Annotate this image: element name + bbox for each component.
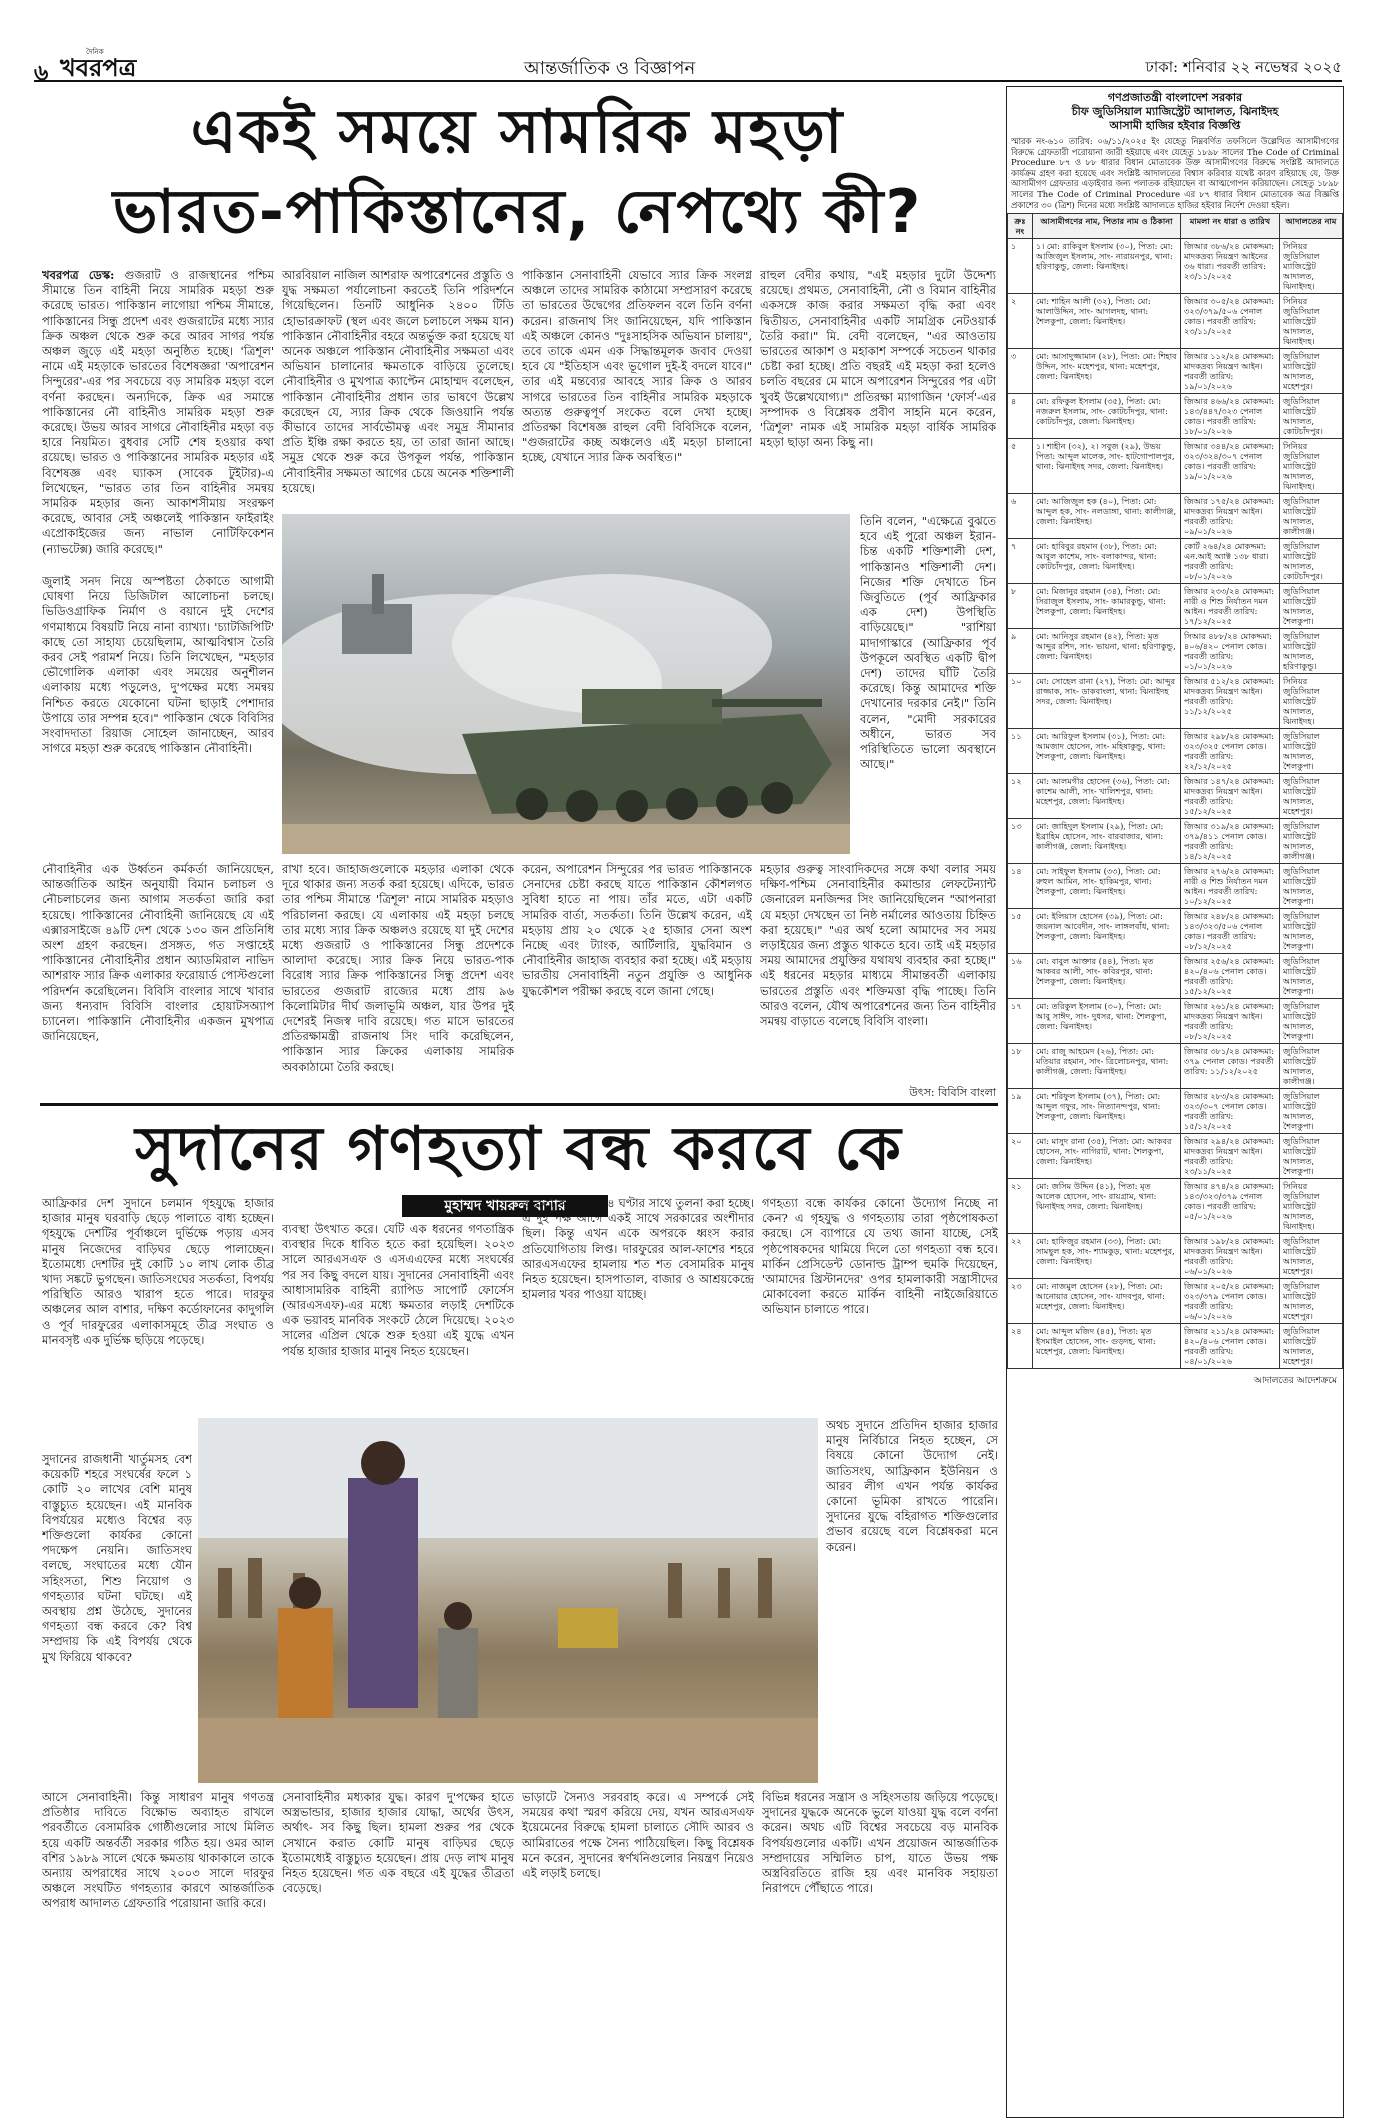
row-accused: মো: হাফিজুর রহমান (৩৩), পিতা: মো: সামছুল হক, সাং- শ্যামকুড়, থানা: মহেশপুর, জেলা: ঝিনাইদহ। [1033,1234,1181,1279]
row-court: সিনিয়র জুডিসিয়াল ম্যাজিস্ট্রেট আদালত, ঝিনাইদহ। [1280,239,1343,294]
notice-intro: স্মারক নং-৬১০ তারিখ: ০৬/১১/২০২৫ ইং যেহেতু নিম্নবর্ণিত তফসিলে উল্লেখিত আসামীগণের বিরুদ্ধে গ্রেফতারী পরোয়ানা জারী হইয়াছে এবং যেহেতু ১৮৯৮ সালের The Code of Criminal Procedure ৮৭ ও ৮৮ ধারার বিধান মোতাবেক উক্ত আসামীগণের বিরুদ্ধে সংশ্লিষ্ট আদালতে কার্যক্রম গ্রহণ করা হয়েছে এবং সংশ্লিষ্ট আদালতের বিশ্বাস করিবার যথেষ্ট কারণ রহিয়াছে যে, উক্ত আসামীগণ গ্রেফতার এড়াইবার জন্য পলাতক রহিয়াছেন বা আত্মগোপন করিয়াছেন। সেহেতু ১৮৯৮ সালের The Code of Criminal Procedure এর ৮৭ ধারার বিধান মোতাবেক অত্র বিজ্ঞপ্তি প্রকাশের ৩০ (ত্রিশ) দিনের মধ্যে সংশ্লিষ্ট আদালতে হাজির হইবার নির্দেশ দেওয়া হইল। [1011,136,1339,210]
sudan-refugees-photo [198,1418,818,1783]
article1-headline [40,92,995,252]
row-court: জুডিসিয়াল ম্যাজিস্ট্রেট আদালত, মহেশপুর। [1280,1279,1343,1324]
row-accused: মো: আরিফুল ইসলাম (৩১), পিতা: মো: আমজাদ হোসেন, সাং- মহিষাকুন্ডু, থানা: শৈলকুপা, জেলা: ঝিনাইদহ। [1033,729,1181,774]
row-accused: মো: জাহিদুল ইসলাম (২৯), পিতা: মো: ইব্রাহিম হোসেন, সাং- বারবাজার, থানা: কালীগঞ্জ, জেলা: ঝিনাইদহ। [1033,819,1181,864]
row-accused: মো: আসাদুজ্জামান (২৮), পিতা: মো: শিহাব উদ্দিন, সাং- মহেশপুর, থানা: মহেশপুর, জেলা: ঝিনাইদহ। [1033,349,1181,394]
row-case: কোর্ট ২৬৪/২৪ মোকদ্দমা: এন.আই অ্যাক্ট ১৩৮ ধারা। পরবর্তী তারিখ: ০৮/০১/২০২৬ [1181,539,1280,584]
row-accused: মো: তরিকুল ইসলাম (৩০), পিতা: মো: আবু সাঈদ, সাং- দুধসর, থানা: শৈলকুপা, জেলা: ঝিনাইদহ। [1033,999,1181,1044]
row-case: জিআর ৩১৯/২৪ মোকদ্দমা: ৩৭৯/৪১১ পেনাল কোড। পরবর্তী তারিখ: ১৪/১২/২০২৫ [1181,819,1280,864]
table-row [1008,999,1343,1044]
row-serial: ১৮ [1008,1044,1033,1089]
headline-line2: ভারত-পাকিস্তানের, নেপথ্যে কী? [112,177,923,247]
logo [60,50,136,90]
row-serial: ১৭ [1008,999,1033,1044]
row-accused: মো: আজিজুল হক (৪০), পিতা: মো: আব্দুল হক, সাং- নলডাঙ্গা, থানা: কালীগঞ্জ, জেলা: ঝিনাইদহ। [1033,494,1181,539]
row-court: জুডিসিয়াল ম্যাজিস্ট্রেট আদালত, মহেশপুর। [1280,1234,1343,1279]
article1-col4a: রাহুল বেদীর কথায়, "এই মহড়ার দুটো উদ্দেশ্য রয়েছে। প্রথমত, সেনাবাহিনী, নৌ ও বিমান বাহিনীর একসঙ্গে কাজ করার সক্ষমতা বৃদ্ধি করা এবং দ্বিতীয়ত, সেনাবাহিনীর একটি সামগ্রিক নেটওয়ার্ক তৈরি করা।" মি. বেদী বলেছেন, "এর আওতায় ভারতের আকাশ ও মহাকাশ সম্পর্কে সচেতন থাকার চেষ্টা করা হচ্ছে। প্রতি বছরই এই মহড়া করা হলেও চলতি বছরের মে মাসে অপারেশন সিন্দুরের পর এটা খুবই উল্লেখযোগ্য।" প্রতিরক্ষা ম্যাগাজিন 'ফোর্স'-এর সম্পাদক ও বিশ্লেষক প্রবীণ সাহনি মনে করেন, 'ত্রিশূল' নামক এই সামরিক মহড়া বার্ষিক সামরিক মহড়া ছাড়া অন্য কিছু না। [760,268,996,450]
notice-title-2: চীফ জুডিসিয়াল ম্যাজিস্ট্রেট আদালত, ঝিনাইদহ [1071,105,1279,118]
row-court: জুডিসিয়াল ম্যাজিস্ট্রেট আদালত, কোটচাঁদপুর। [1280,394,1343,439]
notice-header [1007,87,1343,133]
row-court: জুডিসিয়াল ম্যাজিস্ট্রেট আদালত, শৈলকুপা। [1280,864,1343,909]
row-case: জিআর ৫১২/২৪ মোকদ্দমা: মাদকদ্রব্য নিয়ন্ত্রণ আইন। পরবর্তী তারিখ: ১১/১২/২০২৫ [1181,674,1280,729]
row-accused: মো: রফিকুল ইসলাম (৩৫), পিতা: মো: নজরুল ইসলাম, সাং- কোটচাঁদপুর, থানা: কোটচাঁদপুর, জেলা: ঝিনাইদহ। [1033,394,1181,439]
row-case: জিআর ৩৮১/২৪ মোকদ্দমা: ৩৭৯ পেনাল কোড। পরবর্তী তারিখ: ১১/১২/২০২৫ [1181,1044,1280,1089]
row-accused: মো: মিজানুর রহমান (৩৪), পিতা: মো: সিরাজুল ইসলাম, সাং- কামারকুন্ডু, থানা: শৈলকুপা, জেলা: ঝিনাইদহ। [1033,584,1181,629]
row-court: জুডিসিয়াল ম্যাজিস্ট্রেট আদালত, মহেশপুর। [1280,349,1343,394]
row-serial: ১৩ [1008,819,1033,864]
row-case: জিআর ১৯৮/২৪ মোকদ্দমা: মাদকদ্রব্য নিয়ন্ত্রণ আইন। পরবর্তী তারিখ: ০৬/০১/২০২৬ [1181,1234,1280,1279]
logo-small-text: দৈনিক [86,48,104,56]
tank-illustration [282,514,850,854]
row-accused: ১। শাহীন (৩২), ২। সবুজ (২৯), উভয় পিতা: আব্দুল মালেক, সাং- হাটগোপালপুর, থানা: ঝিনাইদহ সদর, জেলা: ঝিনাইদহ। [1033,439,1181,494]
row-court: জুডিসিয়াল ম্যাজিস্ট্রেট আদালত, কালীগঞ্জ। [1280,494,1343,539]
row-serial: ১১ [1008,729,1033,774]
row-court: জুডিসিয়াল ম্যাজিস্ট্রেট আদালত, কালীগঞ্জ। [1280,819,1343,864]
row-court: সিনিয়র জুডিসিয়াল ম্যাজিস্ট্রেট আদালত, ঝিনাইদহ। [1280,294,1343,349]
row-case: জিআর ২১১/২৪ মোকদ্দমা: ৪২০/৪০৬ পেনাল কোড। পরবর্তী তারিখ: ০৪/০১/২০২৬ [1181,1324,1280,1369]
article2-bottom1: আসে সেনাবাহিনী। কিন্তু সাধারণ মানুষ গণতন্ত্র প্রতিষ্ঠার দাবিতে বিক্ষোভ অব্যাহত রাখলে পরবর্তীতে বেসামরিক গোষ্ঠীগুলোর সাথে মিলিত হয়ে একটি অন্তর্বর্তী সরকার গঠিত হয়। ওমর আল বশির ১৯৮৯ সালে থেকে ক্ষমতায় থাকাকালে তাকে অন্যায় অপরাধের সাথে ২০০৩ সালে দারফুর অঞ্চলে সংঘটিত গণহত্যার কারণে আন্তর্জাতিক অপরাধ আদালত গ্রেফতারি পরোয়ানা জারি করে। [42,1790,274,1911]
row-accused: মো: রাজু আহমেদ (২৬), পিতা: মো: মতিয়ার রহমান, সাং- ত্রিলোচনপুর, থানা: কালীগঞ্জ, জেলা: ঝিনাইদহ। [1033,1044,1181,1089]
table-row [1008,1234,1343,1279]
row-accused: মো: ইলিয়াস হোসেন (৩৯), পিতা: মো: জয়নাল আবেদীন, সাং- লাঙ্গলবাঁধ, থানা: শৈলকুপা, জেলা: ঝিনাইদহ। [1033,909,1181,954]
row-serial: ২২ [1008,1234,1033,1279]
row-court: জুডিসিয়াল ম্যাজিস্ট্রেট আদালত, শৈলকুপা। [1280,729,1343,774]
table-row [1008,819,1343,864]
headline-line1: একই সময়ে সামরিক মহড়া [190,97,845,167]
article1-col3a: পাকিস্তান সেনাবাহিনী যেভাবে স্যার ক্রিক সংলগ্ন অঞ্চলে তাদের সামরিক কাঠামো সম্প্রসারণ করেছে তা ভারতের উদ্বেগের প্রতিফলন বলে তিনি বর্ণনা করেন। রাজনাথ সিং জানিয়েছেন, যদি পাকিস্তান এই অঞ্চলে কোনও "দুঃসাহসিক অভিযান চালায়", তবে তাকে এমন এক সিদ্ধান্তমূলক জবাব দেওয়া হবে যে "ইতিহাস এবং ভূগোল দুই-ই বদলে যাবে।" তার এই মন্তব্যের আবহে স্যার ক্রিক ও আরব সাগরে ভারতের তিন বাহিনীর সামরিক মহড়াকে অত্যন্ত গুরুত্বপূর্ণ সংকেত বলে দেখা হচ্ছে। প্রতিরক্ষা বিশেষজ্ঞ রাহুল বেদী বিবিসিকে বলেন, "গুজরাটের কচ্ছ অঞ্চলেও এই মহড়া চালানো হচ্ছে, যেখানে স্যার ক্রিক অবস্থিত।" [522,268,752,465]
notice-table [1007,213,1343,1369]
row-serial: ৭ [1008,539,1033,584]
table-row [1008,494,1343,539]
row-court: জুডিসিয়াল ম্যাজিস্ট্রেট আদালত, কোটচাঁদপুর। [1280,539,1343,584]
row-accused: মো: সাইফুল ইসলাম (৩৩), পিতা: মো: রুহুল আমিন, সাং- হাকিমপুর, থানা: শৈলকুপা, জেলা: ঝিনাইদহ। [1033,864,1181,909]
row-accused: মো: জসিম উদ্দিন (৪১), পিতা: মৃত আলেক হোসেন, সাং- রায়গ্রাম, থানা: ঝিনাইদহ সদর, জেলা: ঝিনাইদহ। [1033,1179,1181,1234]
table-row [1008,774,1343,819]
row-court: সিনিয়র জুডিসিয়াল ম্যাজিস্ট্রেট আদালত, ঝিনাইদহ। [1280,439,1343,494]
row-case: জিআর ১১২/২৪ মোকদ্দমা: মাদকদ্রব্য নিয়ন্ত্রণ আইন। পরবর্তী তারিখ: ১৯/০১/২০২৬ [1181,349,1280,394]
table-row [1008,864,1343,909]
article1-byline: খবরপত্র ডেস্ক: [42,268,115,282]
row-serial: ১২ [1008,774,1033,819]
table-row [1008,954,1343,999]
refugees-illustration [198,1418,818,1783]
row-court: জুডিসিয়াল ম্যাজিস্ট্রেট আদালত, শৈলকুপা। [1280,1089,1343,1134]
article1-col1c: নৌবাহিনীর এক উর্ধ্বতন কর্মকর্তা জানিয়েছেন, আন্তর্জাতিক আইন অনুযায়ী বিমান চলাচল ও নৌচলাচলের জন্য আগাম সতর্কতা জারি করা হয়েছে। পাকিস্তানের নৌবাহিনী জানিয়েছে যে এই এক্সারসাইজে ৪৯টি দেশ থেকে ১৩০ জন প্রতিনিধি অংশ গ্রহণ করছেন। প্রসঙ্গত, গত সপ্তাহেই পাকিস্তানের নৌবাহিনীর প্রধান অ্যাডমিরাল নাভিদ আশরাফ স্যার ক্রিক এলাকার ফরোয়ার্ড পোস্টগুলো পরিদর্শন করেছিলেন। বিবিসি বাংলার সাথে খাবার জন্য ধন্যবাদ বিবিসি বাংলার হোয়াটসঅ্যাপ চ্যানেল। পাকিস্তানি নৌবাহিনীর একজন মুখপাত্র জানিয়েছেন, [42,862,274,1044]
table-row [1008,294,1343,349]
col-header-case: মামলা নং ধারা ও তারিখ [1181,214,1280,239]
row-serial: ১৯ [1008,1089,1033,1134]
article2-col4b: অথচ সুদানে প্রতিদিন হাজার হাজার মানুষ নির্বিচারে নিহত হচ্ছেন, সে বিষয়ে কোনো উদ্যোগ নেই। জাতিসংঘ, আফ্রিকান ইউনিয়ন ও আরব লীগ এখন পর্যন্ত কার্যকর কোনো ভূমিকা রাখতে পারেনি। সুদানের যুদ্ধে বহিরাগত শক্তিগুলোর প্রভাব রয়েছে বলে বিশ্লেষকরা মনে করেন। [826,1418,998,1554]
page-number: ৬ [34,60,49,86]
row-serial: ১৪ [1008,864,1033,909]
col-header-serial: ক্রঃ নং [1008,214,1033,239]
row-case: জিআর ৩৮৬/২৪ মোকদ্দমা: মাদকদ্রব্য নিয়ন্ত্রণ আইনের ৩৬ ধারা। পরবর্তী তারিখ: ২৩/১১/২০২৫ [1181,239,1280,294]
row-serial: ১০ [1008,674,1033,729]
notice-table-body [1008,239,1343,1369]
article1-col1b: জুলাই সনদ নিয়ে অস্পষ্টতা ঠেকাতে আগামী ঘোষণা নিয়ে ডিজিটাল আলোচনা চলছে। ভিডিওগ্রাফিক নির্মাণ ও বয়ানে দুই দেশের গণমাধ্যমে বিষয়টি নিয়ে নানা ব্যাখ্যা। 'চ্যাটজিপিটি' কাছে তো সাহায্য চেয়েছিলাম, আত্মবিশ্বাস তৈরি করব সেই পরামর্শ নিয়ে। তিনি লিখেছেন, "মহড়ার ভৌগোলিক এলাকা এবং সময়ের অনুশীলন এলাকায় মধ্যে পড়ুলেও, দু'পক্ষের মধ্যে সমন্বয় নিশ্চিত করতে যেকোনো ঘটনা ছাড়াই পেশাদার উপায়ে তার সম্পন্ন হবে।" পাকিস্তান থেকে বিবিসির সংবাদদাতা রিয়াজ সোহেল জানাচ্ছেন, আরব সাগরে মহড়া শুরু করেছে পাকিস্তান নৌবাহিনী। [42,574,274,756]
row-accused: মো: আব্দুল মজিদ (৪৫), পিতা: মৃত ইসমাইল হোসেন, সাং- গুড়দহ, থানা: মহেশপুর, জেলা: ঝিনাইদহ। [1033,1324,1181,1369]
article1-col3b: করেন, অপারেশন সিন্দুরের পর ভারত পাকিস্তানকে সেনাদের চেষ্টা করছে যাতে পাকিস্তান কৌশলগত সুবিধা হাতে না পায়। তাঁর মতে, এটা একটি সামরিক বার্তা, সতর্কতা। তিনি উল্লেখ করেন, এই মহড়ায় প্রায় ২০ থেকে ২৫ হাজার সেনা অংশ নিচ্ছে এবং ট্যাংক, আর্টিলারি, যুদ্ধবিমান ও নৌবাহিনীর জাহাজ ব্যবহার করা হচ্ছে। এই মহড়ায় ভারতীয় সেনাবাহিনী নতুন প্রযুক্তি ও আধুনিক যুদ্ধকৌশল পরীক্ষা করছে বলে জানা গেছে। [522,862,752,998]
row-accused: মো: নাজমুল হোসেন (২৮), পিতা: মো: আনোয়ার হোসেন, সাং- যাদবপুর, থানা: মহেশপুর, জেলা: ঝিনাইদহ। [1033,1279,1181,1324]
row-serial: ৬ [1008,494,1033,539]
table-row [1008,394,1343,439]
row-case: জিআর ২৩৩/২৪ মোকদ্দমা: নারী ও শিশু নির্যাতন দমন আইন। পরবর্তী তারিখ: ১৭/১২/২০২৫ [1181,584,1280,629]
table-row [1008,239,1343,294]
table-row [1008,1134,1343,1179]
article2-bottom2: সেনাবাহিনীর মধ্যকার যুদ্ধ। কারণ দু'পক্ষের হাতে অস্ত্রভান্ডার, হাজার হাজার যোদ্ধা, অর্থের উৎস, অর্থাৎ- সব কিছু ছিল। হামলা শুরুর পর থেকে সেখানে করাত কোটি মানুষ বাড়িঘর ছেড়ে ইতোমধ্যেই বাস্তুচ্যুত হয়েছেন। প্রায় দেড় লাখ মানুষ নিহত হয়েছেন। গত এক বছরে এই যুদ্ধের তীব্রতা বেড়েছে। [282,1790,514,1896]
article2-bottom3: ভাড়াটে সৈন্যও সরবরাহ করে। এ সম্পর্কে সেই সময়ের কথা স্মরণ করিয়ে দেয়, যখন আরএসএফ ইয়েমেনের বিরুদ্ধে হামলা চালাতে সৌদি আরব ও আমিরাতের পক্ষে সৈন্য পাঠিয়েছিল। কিছু বিশ্লেষক মনে করেন, সুদানের স্বর্ণখনিগুলোর নিয়ন্ত্রণ নিয়েও এই লড়াই চলছে। [522,1790,754,1881]
table-row [1008,1324,1343,1369]
row-case: জিআর ৪৭৪/২৪ মোকদ্দমা: ১৪৩/৩২৩/৩৭৯ পেনাল কোড। পরবর্তী তারিখ: ০৫/০১/২০২৬ [1181,1179,1280,1234]
row-accused: ১। মো: রাকিবুল ইসলাম (৩০), পিতা: মো: আজিজুল ইসলাম, সাং- নারায়নপুর, থানা: হরিণাকুন্ডু, জেলা: ঝিনাইদহ। [1033,239,1181,294]
logo-text: খবরপত্র [60,54,137,82]
row-case: সিআর ৪৮৮/২৪ মোকদ্দমা: ৪০৬/৪২০ পেনাল কোড। পরবর্তী তারিখ: ০১/০১/২০২৬ [1181,629,1280,674]
section-title: আন্তর্জাতিক ও বিজ্ঞাপন [524,58,696,79]
row-serial: ৩ [1008,349,1033,394]
row-case: জিআর ২৬১/২৪ মোকদ্দমা: মাদকদ্রব্য নিয়ন্ত্রণ আইন। পরবর্তী তারিখ: ০৮/১২/২০২৫ [1181,999,1280,1044]
row-case: জিআর ২৯৪/২৪ মোকদ্দমা: মাদকদ্রব্য নিয়ন্ত্রণ আইন। পরবর্তী তারিখ: ২৩/১১/২০২৫ [1181,1134,1280,1179]
article2-headline: সুদানের গণহত্যা বন্ধ করবে কে [135,1114,903,1184]
row-accused: মো: শরিফুল ইসলাম (৩৭), পিতা: মো: আব্দুল গফুর, সাং- নিত্যানন্দপুর, থানা: শৈলকুপা, জেলা: ঝিনাইদহ। [1033,1089,1181,1134]
row-serial: ১৬ [1008,954,1033,999]
notice-title-3: আসামী হাজির হইবার বিজ্ঞপ্তি [1109,119,1241,132]
article1-col2a: আরবিয়াল নাজিল আশরাফ অপারেশনের প্রস্তুতি ও যুদ্ধ সক্ষমতা পর্যালোচনা করতেই তিনি পরিদর্শনে গিয়েছিলেন। তিনটি আধুনিক ২৪০০ টিডি হোভারক্রাফট (স্থল এবং জলে চলাচলে সক্ষম যান) পাকিস্তান নৌবাহিনীর বহরে অন্তর্ভুক্ত করা হয়েছে যা অনেক অঞ্চলে পাকিস্তান নৌবাহিনীর সক্ষমতা এবং অভিযান চালানোর ক্ষমতাকে বাড়িয়ে তুলেছে। নৌবাহিনীর ও মুখপাত্র ক্যাপ্টেন মোহাম্মদ বলেছেন, পাকিস্তান নৌবাহিনীর প্রধান তার ভাষণে উল্লেখ করেছেন যে, স্যার ক্রিক থেকে জিওয়ানি পর্যন্ত কীভাবে তাদের সার্বভৌমত্ব এবং সমুদ্র সীমানার প্রতি ইঞ্চি রক্ষা করতে হয়, তা তারা জানা আছে। সমুদ্র থেকে শুরু করে উপকূল পর্যন্ত, পাকিস্তান নৌবাহিনীর সক্ষমতা আগের চেয়ে অনেক শক্তিশালী হয়েছে। [282,268,514,495]
row-court: সিনিয়র জুডিসিয়াল ম্যাজিস্ট্রেট আদালত, ঝিনাইদহ। [1280,1179,1343,1234]
court-notice [1006,86,1344,2118]
row-serial: ২১ [1008,1179,1033,1234]
row-court: জুডিসিয়াল ম্যাজিস্ট্রেট আদালত, মহেশপুর। [1280,1324,1343,1369]
author-name: মুহাম্মদ খায়রুল বাশার [444,1198,566,1214]
table-row [1008,674,1343,729]
notice-footer: আদালতের আদেশক্রমে [1253,1376,1337,1387]
row-serial: ১৫ [1008,909,1033,954]
row-serial: ২৪ [1008,1324,1033,1369]
table-row [1008,1089,1343,1134]
row-case: জিআর ২০৫/২৪ মোকদ্দমা: ৩২৩/৩৭৯ পেনাল কোড। পরবর্তী তারিখ: ০৬/০১/২০২৬ [1181,1279,1280,1324]
article2-col2: ব্যবস্থা উৎখাত করে। যেটি এক ধরনের গণতান্ত্রিক ব্যবস্থার দিকে ধাবিত হতে করা হয়েছিল। ২০২৩ সালে আরএসএফ ও এসএএফের মধ্যে সংঘর্ষের পর সব কিছু বদলে যায়। সুদানের সেনাবাহিনী এবং আধাসামরিক বাহিনী র‍্যাপিড সাপোর্ট ফোর্সেস (আরএসএফ)-এর মধ্যে ক্ষমতার লড়াই দেশটিকে এক ভয়াবহ মানবিক সংকটে ঠেলে দিয়েছে। ২০২৩ সালের এপ্রিল থেকে শুরু হওয়া এই যুদ্ধে এখন পর্যন্ত হাজার হাজার মানুষ নিহত হয়েছেন। [282,1222,514,1358]
row-case: জিআর ২৮৩/২৪ মোকদ্দমা: ৩২৩/৩০৭ পেনাল কোড। পরবর্তী তারিখ: ১৫/১২/২০২৫ [1181,1089,1280,1134]
article2-col3: তীব্রতা কয়াজার ২৪ ঘণ্টার সাথে তুলনা করা হচ্ছে। এ দুই পক্ষ আগে একই সাথে সরকারের অংশীদার ছিল। কিন্তু এখন একে অপরকে ধ্বংস করার প্রতিযোগিতায় লিপ্ত। দারফুরের আল-ফাশের শহরে আরএসএফের হামলায় শত শত বেসামরিক মানুষ নিহত হয়েছেন। হাসপাতাল, বাজার ও আশ্রয়কেন্দ্রে হামলার খবর পাওয়া যাচ্ছে। [522,1196,754,1302]
row-court: জুডিসিয়াল ম্যাজিস্ট্রেট আদালত, শৈলকুপা। [1280,999,1343,1044]
row-serial: ২০ [1008,1134,1033,1179]
row-case: জিআর ২৫৬/২৪ মোকদ্দমা: ৪২০/৪০৬ পেনাল কোড। পরবর্তী তারিখ: ১৫/১২/২০২৫ [1181,954,1280,999]
row-serial: ২৩ [1008,1279,1033,1324]
table-row [1008,439,1343,494]
table-row [1008,729,1343,774]
row-court: জুডিসিয়াল ম্যাজিস্ট্রেট আদালত, কালীগঞ্জ। [1280,1044,1343,1089]
row-accused: মো: হাবিবুর রহমান (৩৮), পিতা: মো: আবুল কাশেম, সাং- বলাকান্দর, থানা: কোটচাঁদপুর, জেলা: ঝিনাইদহ। [1033,539,1181,584]
row-court: জুডিসিয়াল ম্যাজিস্ট্রেট আদালত, হরিণাকুন্ডু। [1280,629,1343,674]
article-divider [40,1103,998,1106]
row-case: জিআর ২৯৮/২৪ মোকদ্দমা: ৩২৩/৩২৫ পেনাল কোড। পরবর্তী তারিখ: ২২/১২/২০২৫ [1181,729,1280,774]
table-row [1008,349,1343,394]
col-header-court: আদালতের নাম [1280,214,1343,239]
row-accused: মো: আনিসুর রহমান (৪২), পিতা: মৃত আব্দুর রশিদ, সাং- ভায়না, থানা: হরিণাকুন্ডু, জেলা: ঝিনাইদহ। [1033,629,1181,674]
table-row [1008,629,1343,674]
row-court: জুডিসিয়াল ম্যাজিস্ট্রেট আদালত, শৈলকুপা। [1280,909,1343,954]
row-case: জিআর ১৪৭/২৪ মোকদ্দমা: মাদকদ্রব্য নিয়ন্ত্রণ আইন। পরবর্তী তারিখ: ১৫/১২/২০২৫ [1181,774,1280,819]
table-row [1008,1044,1343,1089]
table-row [1008,1179,1343,1234]
notice-table-header [1008,214,1343,239]
table-row [1008,909,1343,954]
row-court: সিনিয়র জুডিসিয়াল ম্যাজিস্ট্রেট আদালত, ঝিনাইদহ। [1280,674,1343,729]
page-header [34,48,1342,86]
row-accused: মো: আলমগীর হোসেন (৩৬), পিতা: মো: কাশেম আলী, সাং- খালিশপুর, থানা: মহেশপুর, জেলা: ঝিনাইদহ। [1033,774,1181,819]
article1-col4c: মহড়ার গুরুত্ব সাংবাদিকদের সঙ্গে কথা বলার সময় দক্ষিণ-পশ্চিম সেনাবাহিনীর কমান্ডার লেফটেন্যান্ট জেনারেল মনজিন্দর সিং জানিয়েছিলেন "আপনারা যে মহড়া দেখছেন তা নিষ্ঠ নর্মালের আওতায় চিহ্নিত করা হয়েছে।" "এর অর্থ হলো আমাদের সব সময় লড়াইয়ের জন্য প্রস্তুত থাকতে হবে। তাই এই মহড়ার সময় আমাদের প্রযুক্তির যথাযথ ব্যবহার করা হচ্ছে।" এই ধরনের মহড়ার মাধ্যমে সীমান্তবর্তী এলাকায় ভারতের প্রস্তুতি এবং শক্তিমত্তা বৃদ্ধি পাচ্ছে। তিনি আরও বলেন, যৌথ অপারেশনের জন্য তিন বাহিনীর সমন্বয় বাড়াতে বলেছে বিবিসি বাংলা। [760,862,996,1029]
article1-source: উৎস: বিবিসি বাংলা [909,1086,996,1099]
article2-col1b: সুদানের রাজধানী খার্তুমসহ বেশ কয়েকটি শহরে সংঘর্ষের ফলে ১ কোটি ২০ লাখের বেশি মানুষ বাস্তুচ্যুত হয়েছেন। এই মানবিক বিপর্যয়ের মধ্যেও বিশ্বের বড় শক্তিগুলো কার্যকর কোনো পদক্ষেপ নেয়নি। জাতিসংঘ বলছে, সংঘাতের মধ্যে যৌন সহিংসতা, শিশু নিয়োগ ও গণহত্যার ঘটনা ঘটছে। এই অবস্থায় প্রশ্ন উঠেছে, সুদানের গণহত্যা বন্ধ করবে কে? বিশ্ব সম্প্রদায় কি এই বিপর্যয় থেকে মুখ ফিরিয়ে থাকবে? [42,1452,192,1664]
article2-col4: গণহত্যা বন্ধে কার্যকর কোনো উদ্যোগ নিচ্ছে না কেন? এ গৃহযুদ্ধ ও গণহত্যায় তারা পৃষ্ঠপোষকতা করছে। সে ব্যাপারে যে তথ্য জানা যাচ্ছে, সেই পৃষ্ঠপোষকদের থামিয়ে দিলে তো গণহত্যা বন্ধ হবে। মার্কিন প্রেসিডেন্ট ডোনাল্ড ট্রাম্প হুমকি দিয়েছেন, 'আমাদের খ্রিস্টানদের' ওপর হামলাকারী সন্ত্রাসীদের মোকাবেলা করতে মার্কিন বাহিনী নাইজেরিয়াতে অভিযান চালাতে পারে। [762,1196,998,1317]
table-row [1008,539,1343,584]
article1-col1: খবরপত্র ডেস্ক: গুজরাট ও রাজস্থানের পশ্চিম সীমান্তে তিন বাহিনী নিয়ে সামরিক মহড়া শুরু করেছে ভারত। পাকিস্তান লাগোয়া পশ্চিম সীমান্তে, পাকিস্তানের সিন্ধু প্রদেশ এবং গুজরাটের মধ্যে স্যার ক্রিক অঞ্চল থেকে শুরু করে আরব সাগর পর্যন্ত অঞ্চল জুড়ে এই মহড়া অনুষ্ঠিত হচ্ছে। 'ত্রিশূল' নামে এই মহড়াকে ভারতের বিশেষজ্ঞরা 'অপারেশন সিন্দুরের'-এর পর সবচেয়ে বড় সামরিক মহড়া বলে বর্ণনা করছেন। অন্যদিকে, ক্রিক এর সমান্তে পাকিস্তানের নৌ বাহিনীও সামরিক মহড়া শুরু করেছে। উভয় আরব সাগরে নৌবাহিনীর মহড়া বড় হারে নিয়মিত। বুধবার সেটি শেষ হওয়ার কথা রয়েছে। ভারত ও পাকিস্তানের সামরিক মহড়ার এই বিশেষজ্ঞ এবং ঘ্যাকস (সাবেক টুইটার)-এ লিখেছেন, "ভারত তার তিন বাহিনীর সমন্বয় সামরিক মহড়ার জন্য আকাশসীমায় সংরক্ষণ করেছে, আবার সেই অঞ্চলেই পাকিস্তান ফাইরাইং এপ্রোকাইজের জন্য নাভাল নোটিফিকেশন (ন্যাভটেক্স) জারি করেছে।" [42,268,274,556]
row-serial: ৫ [1008,439,1033,494]
dateline: ঢাকা: শনিবার ২২ নভেম্বর ২০২৫ [1145,58,1342,76]
row-accused: মো: সোহেল রানা (২৭), পিতা: মো: আব্দুর রাজ্জাক, সাং- ডাকবাংলা, থানা: ঝিনাইদহ সদর, জেলা: ঝিনাইদহ। [1033,674,1181,729]
row-case: জিআর ১৭৫/২৪ মোকদ্দমা: মাদকদ্রব্য নিয়ন্ত্রণ আইন। পরবর্তী তারিখ: ০৯/০১/২০২৬ [1181,494,1280,539]
row-court: জুডিসিয়াল ম্যাজিস্ট্রেট আদালত, মহেশপুর। [1280,774,1343,819]
article1-col2b: রাখা হবে। জাহাজগুলোকে মহড়ার এলাকা থেকে দূরে থাকার জন্য সতর্ক করা হয়েছে। এদিকে, ভারত তার পশ্চিম সীমান্তে 'ত্রিশূল' নামে সামরিক মহড়াও পরিচালনা করছে। যে এলাকায় এই মহড়া চলছে তার মধ্যে স্যার ক্রিক অঞ্চলও রয়েছে যা দুই দেশের মধ্যে গুজরাট ও পাকিস্তানের সিন্ধু প্রদেশকে আলাদা করেছে। স্যার ক্রিক নিয়ে ভারত-পাক বিরোধ স্যার ক্রিক পাকিস্তানের সিন্ধু প্রদেশ এবং ভারতের গুজরাট রাজ্যের মধ্যে প্রায় ৯৬ কিলোমিটার দীর্ঘ জলাভূমি অঞ্চল, যার উপর দুই দেশেরই নিজস্ব দাবি রয়েছে। গত মাসে ভারতের প্রতিরক্ষামন্ত্রী রাজনাথ সিং দাবি করেছিলেন, পাকিস্তান স্যার ক্রিকের এলাকায় সামরিক অবকাঠামো তৈরি করছে। [282,862,514,1074]
row-case: জিআর ২৪৮/২৪ মোকদ্দমা: ১৪৩/৩২৩/৫০৬ পেনাল কোড। পরবর্তী তারিখ: ০৮/১২/২০২৫ [1181,909,1280,954]
row-serial: ৯ [1008,629,1033,674]
row-court: জুডিসিয়াল ম্যাজিস্ট্রেট আদালত, শৈলকুপা। [1280,584,1343,629]
article2-bottom4: বিভিন্ন ধরনের সন্ত্রাস ও সহিংসতায় জড়িয়ে পড়েছে। সুদানের যুদ্ধকে অনেকে ভুলে যাওয়া যুদ্ধ বলে বর্ণনা করেন। অথচ এটি বিশ্বের সবচেয়ে বড় মানবিক বিপর্যয়গুলোর একটি। এখন প্রয়োজন আন্তর্জাতিক সম্প্রদায়ের সম্মিলিত চাপ, যাতে উভয় পক্ষ অস্ত্রবিরতিতে রাজি হয় এবং মানবিক সহায়তা নিরাপদে পৌঁছাতে পারে। [762,1790,998,1896]
row-serial: ৮ [1008,584,1033,629]
row-case: জিআর ৩৪৪/২৪ মোকদ্দমা: ৩২৩/৩২৪/৩০৭ পেনাল কোড। পরবর্তী তারিখ: ১৯/০১/২০২৬ [1181,439,1280,494]
row-serial: ২ [1008,294,1033,349]
row-serial: ৪ [1008,394,1033,439]
col-header-accused: আসামীগণের নাম, পিতার নাম ও ঠিকানা [1033,214,1181,239]
notice-title-1: গণপ্রজাতন্ত্রী বাংলাদেশ সরকার [1107,91,1243,104]
row-accused: মো: মাসুদ রানা (৩৫), পিতা: মো: আকবর হোসেন, সাং- নাগিরাট, থানা: শৈলকুপা, জেলা: ঝিনাইদহ। [1033,1134,1181,1179]
row-case: জিআর ৩০৫/২৪ মোকদ্দমা: ৩২৩/৩৭৯/৫০৬ পেনাল কোড। পরবর্তী তারিখ: ২৩/১১/২০২৫ [1181,294,1280,349]
military-exercise-photo [282,514,850,854]
article2-col1: আফ্রিকার দেশ সুদানে চলমান গৃহযুদ্ধে হাজার হাজার মানুষ ঘরবাড়ি ছেড়ে পালাতে বাধ্য হচ্ছেন। গৃহযুদ্ধে দেশটির পূর্বাঞ্চলে দুর্ভিক্ষে পড়ায় এসব মানুষ নিজেদের বাড়িঘর ছেড়ে পালাচ্ছেন। ইতোমধ্যে দেশটির দুই কোটি ১০ লাখ লোক তীব্র খাদ্য সঙ্কটে ভুগছেন। জাতিসংঘের সতর্কতা, বিপর্যয় পরিস্থিতি আরও খারাপ হতে পারে। দারফুর অঞ্চলের আল বাশার, দক্ষিণ কর্ডোফানের কাদুগলি ও পূর্ব দারফুরের এলাকাসমূহে তীব্র সংঘাত ও মানবসৃষ্ট এক দুর্ভিক্ষ ছড়িয়ে পড়েছে। [42,1196,274,1347]
row-serial: ১ [1008,239,1033,294]
row-court: জুডিসিয়াল ম্যাজিস্ট্রেট আদালত, শৈলকুপা। [1280,954,1343,999]
row-case: জিআর ২৭৬/২৪ মোকদ্দমা: নারী ও শিশু নির্যাতন দমন আইন। পরবর্তী তারিখ: ১০/১২/২০২৫ [1181,864,1280,909]
row-court: জুডিসিয়াল ম্যাজিস্ট্রেট আদালত, শৈলকুপা। [1280,1134,1343,1179]
row-accused: মো: বাবুল আক্তার (৪৪), পিতা: মৃত আকবর আলী, সাং- কবিরপুর, থানা: শৈলকুপা, জেলা: ঝিনাইদহ। [1033,954,1181,999]
table-row [1008,584,1343,629]
table-row [1008,1279,1343,1324]
row-case: জিআর ৪৬৬/২৪ মোকদ্দমা: ১৪৩/৪৪৭/৩২৩ পেনাল কোড। পরবর্তী তারিখ: ১৮/০১/২০২৬ [1181,394,1280,439]
article1-col4b: তিনি বলেন, "এক্ষেত্রে বুঝতে হবে এই পুরো অঞ্চল ইরান-চিন্ত একটি শক্তিশালী দেশ, পাকিস্তানও শক্তিশালী দেশ। নিজের শক্তি দেখাতে চিন জিবুতিতে (পূর্ব আফ্রিকার এক দেশ) উপস্থিতি বাড়িয়েছে।" "রাশিয়া মাদাগাস্কারে (আফ্রিকার পূর্ব উপকূলে অবস্থিত একটি দ্বীপ দেশ) তাদের ঘাঁটি তৈরি করেছে। কিন্তু আমাদের শক্তি দেখানোর দরকার নেই।" তিনি বলেন, "মোদী সরকারের অধীনে, ভারত সব পরিস্থিতিতে ভালো অবস্থানে আছে।" [860,514,996,772]
row-accused: মো: শাহিন আলী (৩২), পিতা: মো: আলাউদ্দিন, সাং- আগলদহ, থানা: শৈলকুপা, জেলা: ঝিনাইদহ। [1033,294,1181,349]
